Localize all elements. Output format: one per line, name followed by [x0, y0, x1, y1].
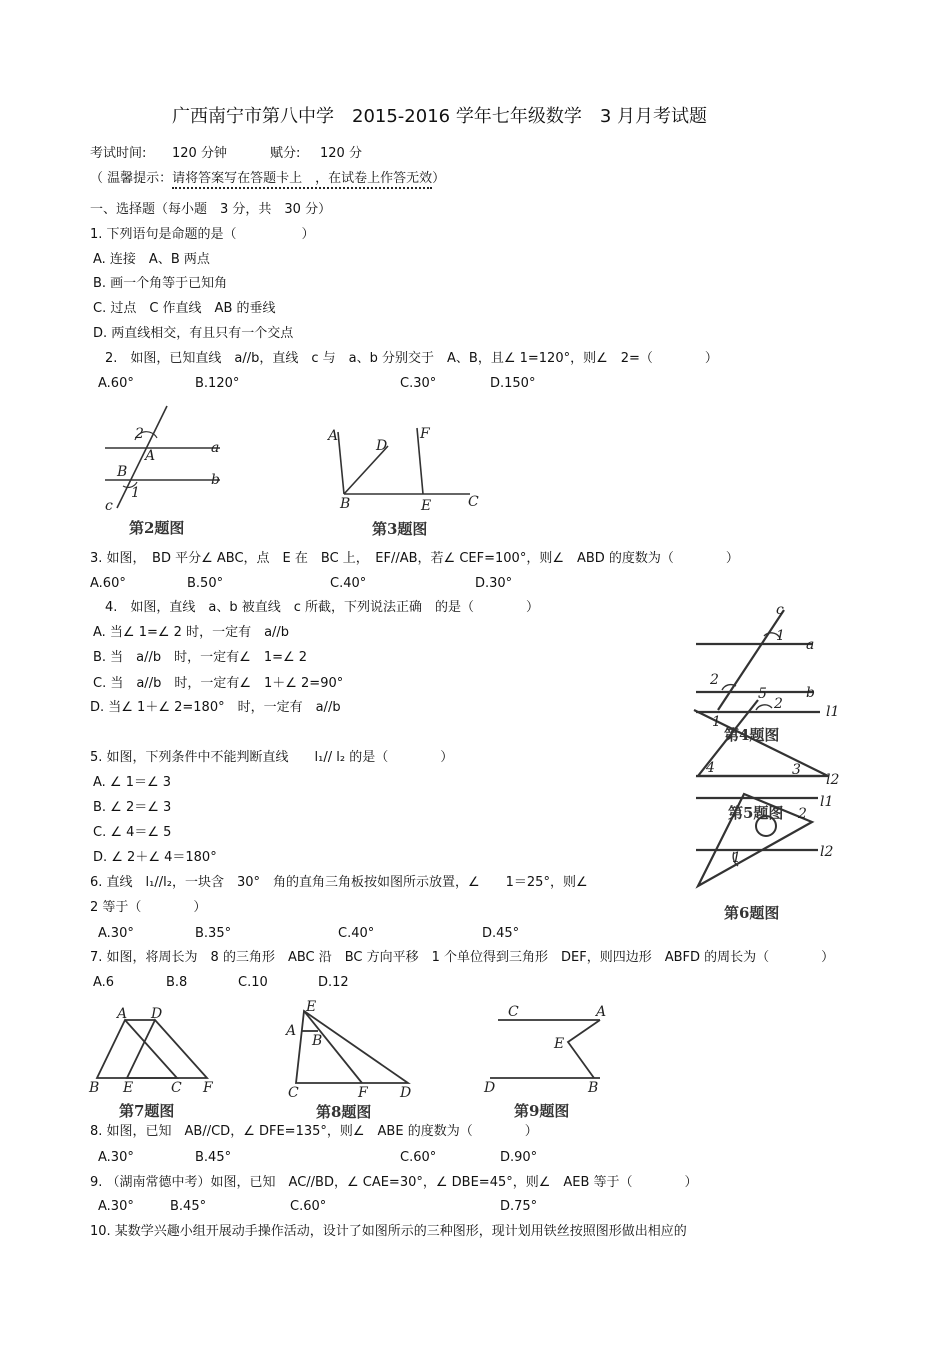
fig9-caption: 第9题图 [514, 1102, 570, 1120]
q8-stem: 8. 如图，已知 AB//CD，∠ DFE=135°，则∠ ABE 的度数为（ ） [90, 1124, 538, 1139]
fig4-label-c: c [776, 602, 784, 618]
q2-option-b: B.120° [195, 376, 240, 391]
figure-q3 [320, 420, 490, 545]
tip-close: ） [432, 171, 446, 186]
exam-time-label: 考试时间: [90, 146, 147, 161]
q7-option-a: A.6 [93, 975, 115, 990]
fig2-label-2: 2 [135, 426, 144, 442]
q9-stem: 9. （湖南常德中考）如图，已知 AC//BD，∠ CAE=30°，∠ DBE=45°，则∠ AEB 等于（ ） [90, 1175, 698, 1190]
fig7-label-B: B [89, 1080, 100, 1096]
q4-option-c: C. 当 a//b 时，一定有∠ 1＋∠ 2=90° [93, 676, 344, 691]
figure-q7 [85, 1000, 225, 1125]
page-title: 广西南宁市第八中学 2015-2016 学年七年级数学 3 月月考试题 [172, 106, 708, 127]
fig6-caption: 第6题图 [724, 904, 780, 922]
fig2-label-a: a [211, 440, 220, 456]
fig8-caption: 第8题图 [316, 1103, 372, 1121]
q8-option-d: D.90° [500, 1150, 538, 1165]
q1-stem: 1. 下列语句是命题的是（ ） [90, 227, 315, 242]
fig7-label-F: F [203, 1080, 213, 1096]
q5-option-c: C. ∠ 4＝∠ 5 [93, 825, 172, 840]
q3-option-d: D.30° [475, 576, 513, 591]
q10-stem: 10. 某数学兴趣小组开展动手操作活动，设计了如图所示的三种图形，现计划用铁丝按照图形做出相应的 [90, 1224, 687, 1239]
q2-option-d: D.150° [490, 376, 536, 391]
fig9-label-B: B [588, 1080, 599, 1096]
fig8-label-F: F [358, 1085, 368, 1101]
q1-option-c: C. 过点 C 作直线 AB 的垂线 [93, 301, 276, 316]
fig2-label-B: B [117, 464, 128, 480]
q6-option-c: C.40° [338, 926, 375, 941]
q5-option-a: A. ∠ 1＝∠ 3 [93, 775, 172, 790]
fig4-label-b: b [806, 685, 815, 701]
fig3-label-A: A [328, 428, 339, 444]
q8-option-c: C.60° [400, 1150, 437, 1165]
fig2-label-1: 1 [131, 485, 140, 501]
q4-option-d: D. 当∠ 1＋∠ 2=180° 时，一定有 a//b [90, 700, 341, 715]
fig3-label-E: E [421, 498, 432, 514]
q1-option-d: D. 两直线相交，有且只有一个交点 [93, 326, 294, 341]
q2-stem: 2. 如图，已知直线 a//b，直线 c 与 a、b 分别交于 A、B，且∠ 1=120°，则∠ 2=（ ） [105, 351, 718, 366]
q5-stem: 5. 如图，下列条件中不能判断直线 l₁// l₂ 的是（ ） [90, 750, 454, 765]
q5-option-d: D. ∠ 2＋∠ 4＝180° [93, 850, 217, 865]
fig7-caption: 第7题图 [119, 1102, 175, 1120]
q3-option-b: B.50° [187, 576, 224, 591]
q9-option-a: A.30° [98, 1199, 134, 1214]
q8-option-a: A.30° [98, 1150, 134, 1165]
fig7-label-A: A [117, 1006, 128, 1022]
fig9-label-E: E [554, 1036, 565, 1052]
figure-q9 [480, 1000, 620, 1125]
fig3-caption: 第3题图 [372, 520, 428, 538]
q2-option-a: A.60° [98, 376, 134, 391]
fig5-caption: 第5题图 [728, 804, 784, 822]
q9-option-d: D.75° [500, 1199, 538, 1214]
q7-stem: 7. 如图，将周长为 8 的三角形 ABC 沿 BC 方向平移 1 个单位得到三角形 DEF，则四边形 ABFD 的周长为（ ） [90, 950, 835, 965]
fig8-label-E: E [306, 999, 317, 1015]
section-heading: 一、选择题（每小题 3 分，共 30 分） [90, 202, 332, 217]
fig6-label-l1: l1 [820, 794, 834, 810]
q7-option-c: C.10 [238, 975, 268, 990]
fig6-label-2: 2 [798, 806, 807, 822]
fig8-label-D: D [400, 1085, 412, 1101]
q8-option-b: B.45° [195, 1150, 232, 1165]
q4-stem: 4. 如图，直线 a、b 被直线 c 所截，下列说法正确 的是（ ） [105, 600, 540, 615]
q2-option-c: C.30° [400, 376, 437, 391]
q3-option-c: C.40° [330, 576, 367, 591]
exam-time-value: 120 分钟 [172, 146, 227, 161]
fig5-label-l1: l1 [826, 704, 840, 720]
q3-stem: 3. 如图， BD 平分∠ ABC，点 E 在 BC 上， EF//AB，若∠ CEF=100°，则∠ ABD 的度数为（ ） [90, 551, 739, 566]
q6-option-d: D.45° [482, 926, 520, 941]
fig3-label-D: D [376, 438, 388, 454]
figure-q8 [280, 995, 430, 1125]
fig7-label-D: D [151, 1006, 163, 1022]
fig8-label-C: C [288, 1085, 299, 1101]
fig5-label-5: 5 [758, 686, 767, 702]
fig4-label-2: 2 [710, 672, 719, 688]
fig4-label-a: a [806, 637, 815, 653]
fig8-label-B: B [312, 1033, 323, 1049]
fig2-caption: 第2题图 [129, 519, 185, 537]
tip-dotted: 请将答案写在答题卡上 ，在试卷上作答无效 [172, 171, 432, 189]
fig2-label-A: A [145, 448, 156, 464]
q5-option-b: B. ∠ 2＝∠ 3 [93, 800, 172, 815]
figure-q2 [95, 400, 235, 545]
tip-open: （ 温馨提示： [90, 171, 173, 186]
q6-stem-line1: 6. 直线 l₁//l₂，一块含 30° 角的直角三角板按如图所示放置，∠ 1＝25°，则∠ [90, 875, 588, 890]
fig5-label-2: 2 [774, 696, 783, 712]
score-value: 120 分 [320, 146, 362, 161]
q1-option-b: B. 画一个角等于已知角 [93, 276, 228, 291]
q6-option-b: B.35° [195, 926, 232, 941]
fig3-label-F: F [420, 426, 430, 442]
fig7-label-C: C [171, 1080, 182, 1096]
fig9-label-A: A [596, 1004, 607, 1020]
q4-option-b: B. 当 a//b 时，一定有∠ 1=∠ 2 [93, 650, 308, 665]
score-label: 赋分: [270, 146, 301, 161]
fig5-label-4: 4 [706, 760, 715, 776]
fig5-label-1: 1 [712, 714, 721, 730]
q6-option-a: A.30° [98, 926, 134, 941]
q4-option-a: A. 当∠ 1=∠ 2 时，一定有 a//b [93, 625, 290, 640]
fig2-label-b: b [211, 472, 220, 488]
fig5-label-l2: l2 [826, 772, 840, 788]
q1-option-a: A. 连接 A、B 两点 [93, 252, 210, 267]
fig7-label-E: E [123, 1080, 134, 1096]
fig2-label-c: c [105, 498, 113, 514]
fig3-label-C: C [468, 494, 479, 510]
q9-option-c: C.60° [290, 1199, 327, 1214]
figure-q6 [688, 778, 848, 928]
fig6-label-l2: l2 [820, 844, 834, 860]
fig5-label-3: 3 [792, 762, 801, 778]
q9-option-b: B.45° [170, 1199, 207, 1214]
fig6-label-1: 1 [732, 850, 741, 866]
q7-option-d: D.12 [318, 975, 349, 990]
q6-stem-line2: 2 等于（ ） [90, 900, 207, 915]
q7-option-b: B.8 [166, 975, 188, 990]
q3-option-a: A.60° [90, 576, 126, 591]
fig9-label-C: C [508, 1004, 519, 1020]
tip-line [90, 171, 445, 187]
fig9-label-D: D [484, 1080, 496, 1096]
fig3-label-B: B [340, 496, 351, 512]
fig4-caption: 第4题图 [724, 726, 780, 744]
fig8-label-A: A [286, 1023, 297, 1039]
fig4-label-1: 1 [776, 628, 785, 644]
